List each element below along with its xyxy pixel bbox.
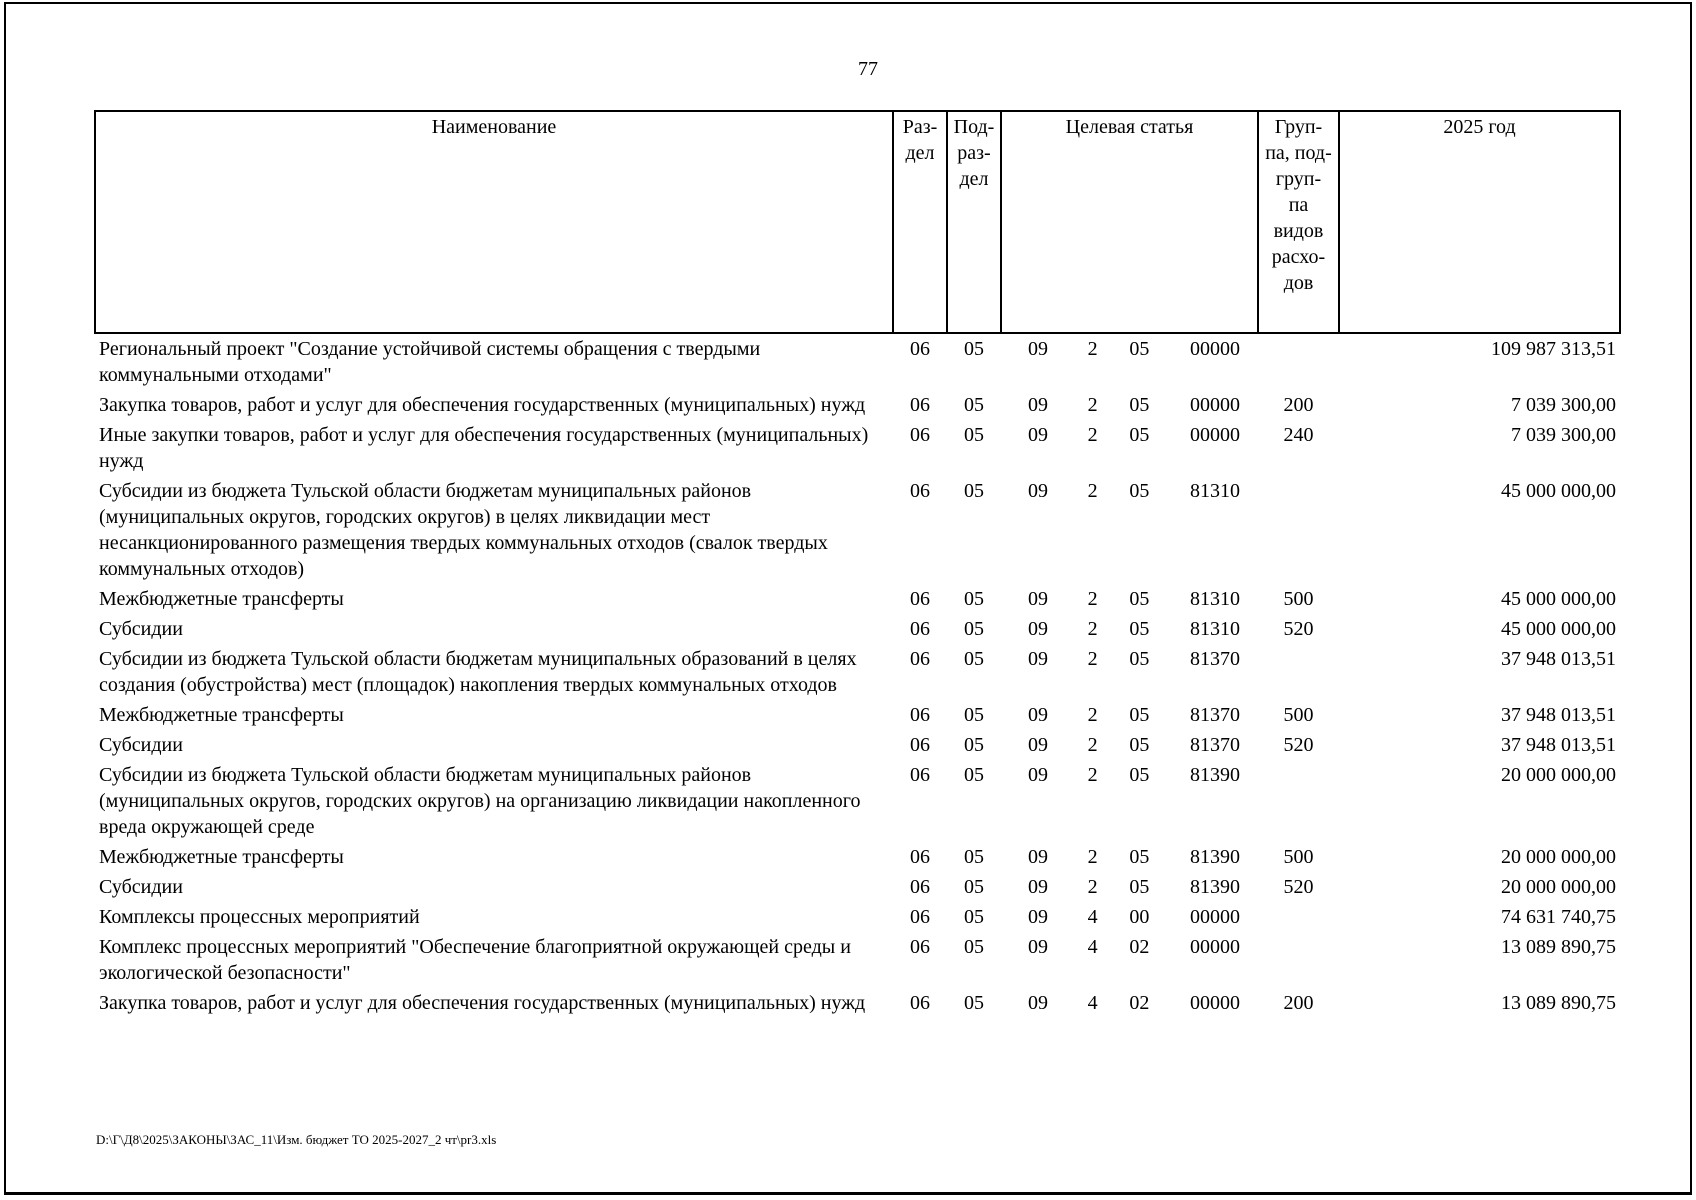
cs-direction: 81370 [1189, 734, 1240, 756]
header-podrazdel-line: Под- [953, 116, 995, 138]
cs-structural: 05 [1129, 704, 1150, 726]
cs-program: 09 [1028, 846, 1048, 868]
cs-direction: 00000 [1189, 424, 1240, 446]
row-vid-rashodov [1258, 644, 1339, 700]
table-header-row [95, 111, 1620, 333]
cs-type: 2 [1087, 480, 1098, 502]
cs-program: 09 [1028, 734, 1048, 756]
cs-type: 2 [1087, 338, 1098, 360]
cs-structural: 05 [1129, 338, 1150, 360]
row-name: Иные закупки товаров, работ и услуг для обеспечения государственных (муниципальных) нужд [99, 424, 869, 472]
row-name: Субсидии [99, 734, 183, 756]
cs-structural: 02 [1129, 936, 1150, 958]
cs-type: 4 [1087, 906, 1098, 928]
cs-structural: 05 [1129, 648, 1150, 670]
cs-direction: 00000 [1189, 338, 1240, 360]
row-celevaya-statya [1001, 872, 1258, 902]
table-row [95, 644, 1620, 700]
row-razdel: 06 [910, 424, 930, 446]
cs-direction: 81390 [1189, 876, 1240, 898]
table-row [95, 390, 1620, 420]
row-razdel: 06 [910, 394, 930, 416]
cs-direction: 00000 [1189, 936, 1240, 958]
row-name: Межбюджетные трансферты [99, 846, 344, 868]
row-vid-rashodov: 200 [1283, 992, 1314, 1014]
row-celevaya-statya [1001, 476, 1258, 584]
row-podrazdel: 05 [964, 704, 984, 726]
cs-structural: 05 [1129, 618, 1150, 640]
row-podrazdel: 05 [964, 394, 984, 416]
header-gruppa-line: Груп- [1274, 116, 1323, 138]
cs-structural: 02 [1129, 992, 1150, 1014]
header-razdel-line: дел [905, 142, 935, 164]
row-vid-rashodov [1258, 760, 1339, 842]
row-celevaya-statya [1001, 333, 1258, 390]
table-row [95, 614, 1620, 644]
cs-structural: 05 [1129, 394, 1150, 416]
header-gruppa-line: па, под- [1265, 142, 1332, 164]
row-podrazdel: 05 [964, 764, 984, 786]
row-vid-rashodov: 520 [1283, 618, 1314, 640]
row-razdel: 06 [910, 936, 930, 958]
row-sum-2025: 109 987 313,51 [1491, 338, 1616, 360]
row-vid-rashodov [1258, 333, 1339, 390]
header-gruppa-line: груп- [1275, 168, 1322, 190]
row-sum-2025: 13 089 890,75 [1501, 936, 1616, 958]
table-row [95, 932, 1620, 988]
row-razdel: 06 [910, 906, 930, 928]
cs-program: 09 [1028, 906, 1048, 928]
cs-program: 09 [1028, 424, 1048, 446]
table-row [95, 584, 1620, 614]
row-podrazdel: 05 [964, 338, 984, 360]
cs-direction: 00000 [1189, 992, 1240, 1014]
cs-program: 09 [1028, 618, 1048, 640]
table-row [95, 420, 1620, 476]
row-sum-2025: 37 948 013,51 [1501, 704, 1616, 726]
row-razdel: 06 [910, 764, 930, 786]
cs-structural: 05 [1129, 846, 1150, 868]
row-name: Межбюджетные трансферты [99, 588, 344, 610]
header-razdel-line: Раз- [902, 116, 938, 138]
row-sum-2025: 7 039 300,00 [1511, 394, 1616, 416]
row-podrazdel: 05 [964, 906, 984, 928]
row-podrazdel: 05 [964, 480, 984, 502]
table-row [95, 988, 1620, 1018]
table-row [95, 476, 1620, 584]
row-razdel: 06 [910, 338, 930, 360]
cs-program: 09 [1028, 704, 1048, 726]
header-gruppa-line: па [1288, 194, 1309, 216]
row-name: Комплекс процессных мероприятий "Обеспечение благоприятной окружающей среды и экологической безопасности" [99, 936, 851, 984]
row-name: Субсидии [99, 876, 183, 898]
cs-direction: 81310 [1189, 588, 1240, 610]
row-podrazdel: 05 [964, 992, 984, 1014]
row-sum-2025: 7 039 300,00 [1511, 424, 1616, 446]
header-year: 2025 год [1339, 111, 1620, 333]
row-name: Субсидии из бюджета Тульской области бюджетам муниципальных районов (муниципальных округов, городских округов) в целях ликвидации мест несанкционированного размещения твердых коммунальных отходов (свалок твердых коммунальных отходов) [99, 480, 828, 580]
row-vid-rashodov: 500 [1283, 846, 1314, 868]
cs-type: 2 [1087, 704, 1098, 726]
cs-structural: 05 [1129, 764, 1150, 786]
row-celevaya-statya [1001, 760, 1258, 842]
cs-structural: 05 [1129, 734, 1150, 756]
cs-direction: 81370 [1189, 704, 1240, 726]
row-sum-2025: 20 000 000,00 [1501, 764, 1616, 786]
row-razdel: 06 [910, 480, 930, 502]
row-razdel: 06 [910, 648, 930, 670]
header-gruppa-line: расхо- [1271, 246, 1326, 268]
cs-program: 09 [1028, 480, 1048, 502]
page-number: 77 [858, 58, 878, 80]
row-celevaya-statya [1001, 988, 1258, 1018]
cs-structural: 05 [1129, 876, 1150, 898]
cs-program: 09 [1028, 936, 1048, 958]
row-vid-rashodov [1258, 932, 1339, 988]
row-vid-rashodov: 240 [1283, 424, 1314, 446]
cs-structural: 05 [1129, 588, 1150, 610]
cs-direction: 81310 [1189, 618, 1240, 640]
header-razdel [893, 111, 947, 333]
row-name: Комплексы процессных мероприятий [99, 906, 420, 928]
row-podrazdel: 05 [964, 734, 984, 756]
cs-program: 09 [1028, 876, 1048, 898]
cs-direction: 81390 [1189, 764, 1240, 786]
cs-program: 09 [1028, 648, 1048, 670]
row-celevaya-statya [1001, 644, 1258, 700]
cs-direction: 81370 [1189, 648, 1240, 670]
table-row [95, 700, 1620, 730]
row-razdel: 06 [910, 618, 930, 640]
table-body [95, 333, 1620, 1018]
row-podrazdel: 05 [964, 618, 984, 640]
row-celevaya-statya [1001, 902, 1258, 932]
cs-program: 09 [1028, 394, 1048, 416]
cs-type: 2 [1087, 618, 1098, 640]
cs-direction: 00000 [1189, 394, 1240, 416]
row-podrazdel: 05 [964, 936, 984, 958]
row-razdel: 06 [910, 876, 930, 898]
row-podrazdel: 05 [964, 424, 984, 446]
row-celevaya-statya [1001, 420, 1258, 476]
table-row [95, 760, 1620, 842]
row-sum-2025: 74 631 740,75 [1501, 906, 1616, 928]
cs-type: 2 [1087, 876, 1098, 898]
row-name: Субсидии из бюджета Тульской области бюджетам муниципальных образований в целях создания (обустройства) мест (площадок) накопления твердых коммунальных отходов [99, 648, 857, 696]
row-celevaya-statya [1001, 842, 1258, 872]
row-celevaya-statya [1001, 614, 1258, 644]
row-razdel: 06 [910, 704, 930, 726]
cs-type: 4 [1087, 992, 1098, 1014]
row-vid-rashodov: 520 [1283, 734, 1314, 756]
header-podrazdel [947, 111, 1001, 333]
table-row [95, 872, 1620, 902]
row-name: Закупка товаров, работ и услуг для обеспечения государственных (муниципальных) нужд [99, 394, 866, 416]
row-razdel: 06 [910, 734, 930, 756]
row-podrazdel: 05 [964, 648, 984, 670]
cs-type: 2 [1087, 394, 1098, 416]
budget-table [94, 110, 1621, 1018]
cs-direction: 00000 [1189, 906, 1240, 928]
row-vid-rashodov: 500 [1283, 704, 1314, 726]
row-sum-2025: 20 000 000,00 [1501, 876, 1616, 898]
file-path-footer: D:\Г\Д8\2025\ЗАКОНЫ\ЗАС_11\Изм. бюджет ТО 2025-2027_2 чт\pr3.xls [96, 1132, 497, 1147]
row-razdel: 06 [910, 588, 930, 610]
row-celevaya-statya [1001, 584, 1258, 614]
row-sum-2025: 20 000 000,00 [1501, 846, 1616, 868]
cs-direction: 81310 [1189, 480, 1240, 502]
header-podrazdel-line: дел [959, 168, 989, 190]
row-vid-rashodov [1258, 476, 1339, 584]
row-celevaya-statya [1001, 390, 1258, 420]
row-celevaya-statya [1001, 932, 1258, 988]
cs-type: 2 [1087, 588, 1098, 610]
header-gruppa-line: видов [1273, 220, 1324, 242]
row-name: Закупка товаров, работ и услуг для обеспечения государственных (муниципальных) нужд [99, 992, 866, 1014]
cs-type: 2 [1087, 424, 1098, 446]
cs-program: 09 [1028, 764, 1048, 786]
cs-structural: 05 [1129, 480, 1150, 502]
row-sum-2025: 45 000 000,00 [1501, 588, 1616, 610]
table-row [95, 842, 1620, 872]
row-podrazdel: 05 [964, 846, 984, 868]
row-sum-2025: 13 089 890,75 [1501, 992, 1616, 1014]
row-razdel: 06 [910, 992, 930, 1014]
row-vid-rashodov: 520 [1283, 876, 1314, 898]
row-vid-rashodov: 500 [1283, 588, 1314, 610]
cs-type: 4 [1087, 936, 1098, 958]
header-podrazdel-line: раз- [957, 142, 991, 164]
cs-structural: 00 [1129, 906, 1150, 928]
row-sum-2025: 45 000 000,00 [1501, 618, 1616, 640]
row-sum-2025: 37 948 013,51 [1501, 734, 1616, 756]
row-celevaya-statya [1001, 730, 1258, 760]
table-row [95, 902, 1620, 932]
table-row [95, 333, 1620, 390]
header-gruppa-line: дов [1283, 272, 1314, 294]
row-razdel: 06 [910, 846, 930, 868]
row-podrazdel: 05 [964, 588, 984, 610]
cs-type: 2 [1087, 846, 1098, 868]
header-celevaya-statya: Целевая статья [1001, 111, 1258, 333]
cs-program: 09 [1028, 338, 1048, 360]
cs-direction: 81390 [1189, 846, 1240, 868]
header-name: Наименование [95, 111, 893, 333]
row-name: Региональный проект "Создание устойчивой системы обращения с твердыми коммунальными отходами" [99, 338, 761, 386]
row-vid-rashodov: 200 [1283, 394, 1314, 416]
row-name: Субсидии из бюджета Тульской области бюджетам муниципальных районов (муниципальных округов, городских округов) на организацию ликвидации накопленного вреда окружающей среде [99, 764, 861, 838]
cs-type: 2 [1087, 648, 1098, 670]
row-name: Межбюджетные трансферты [99, 704, 344, 726]
cs-structural: 05 [1129, 424, 1150, 446]
cs-program: 09 [1028, 588, 1048, 610]
cs-type: 2 [1087, 734, 1098, 756]
table-row [95, 730, 1620, 760]
cs-program: 09 [1028, 992, 1048, 1014]
cs-type: 2 [1087, 764, 1098, 786]
row-sum-2025: 37 948 013,51 [1501, 648, 1616, 670]
row-sum-2025: 45 000 000,00 [1501, 480, 1616, 502]
row-celevaya-statya [1001, 700, 1258, 730]
header-gruppa-vidov-rashodov [1258, 111, 1339, 333]
row-podrazdel: 05 [964, 876, 984, 898]
row-vid-rashodov [1258, 902, 1339, 932]
row-name: Субсидии [99, 618, 183, 640]
